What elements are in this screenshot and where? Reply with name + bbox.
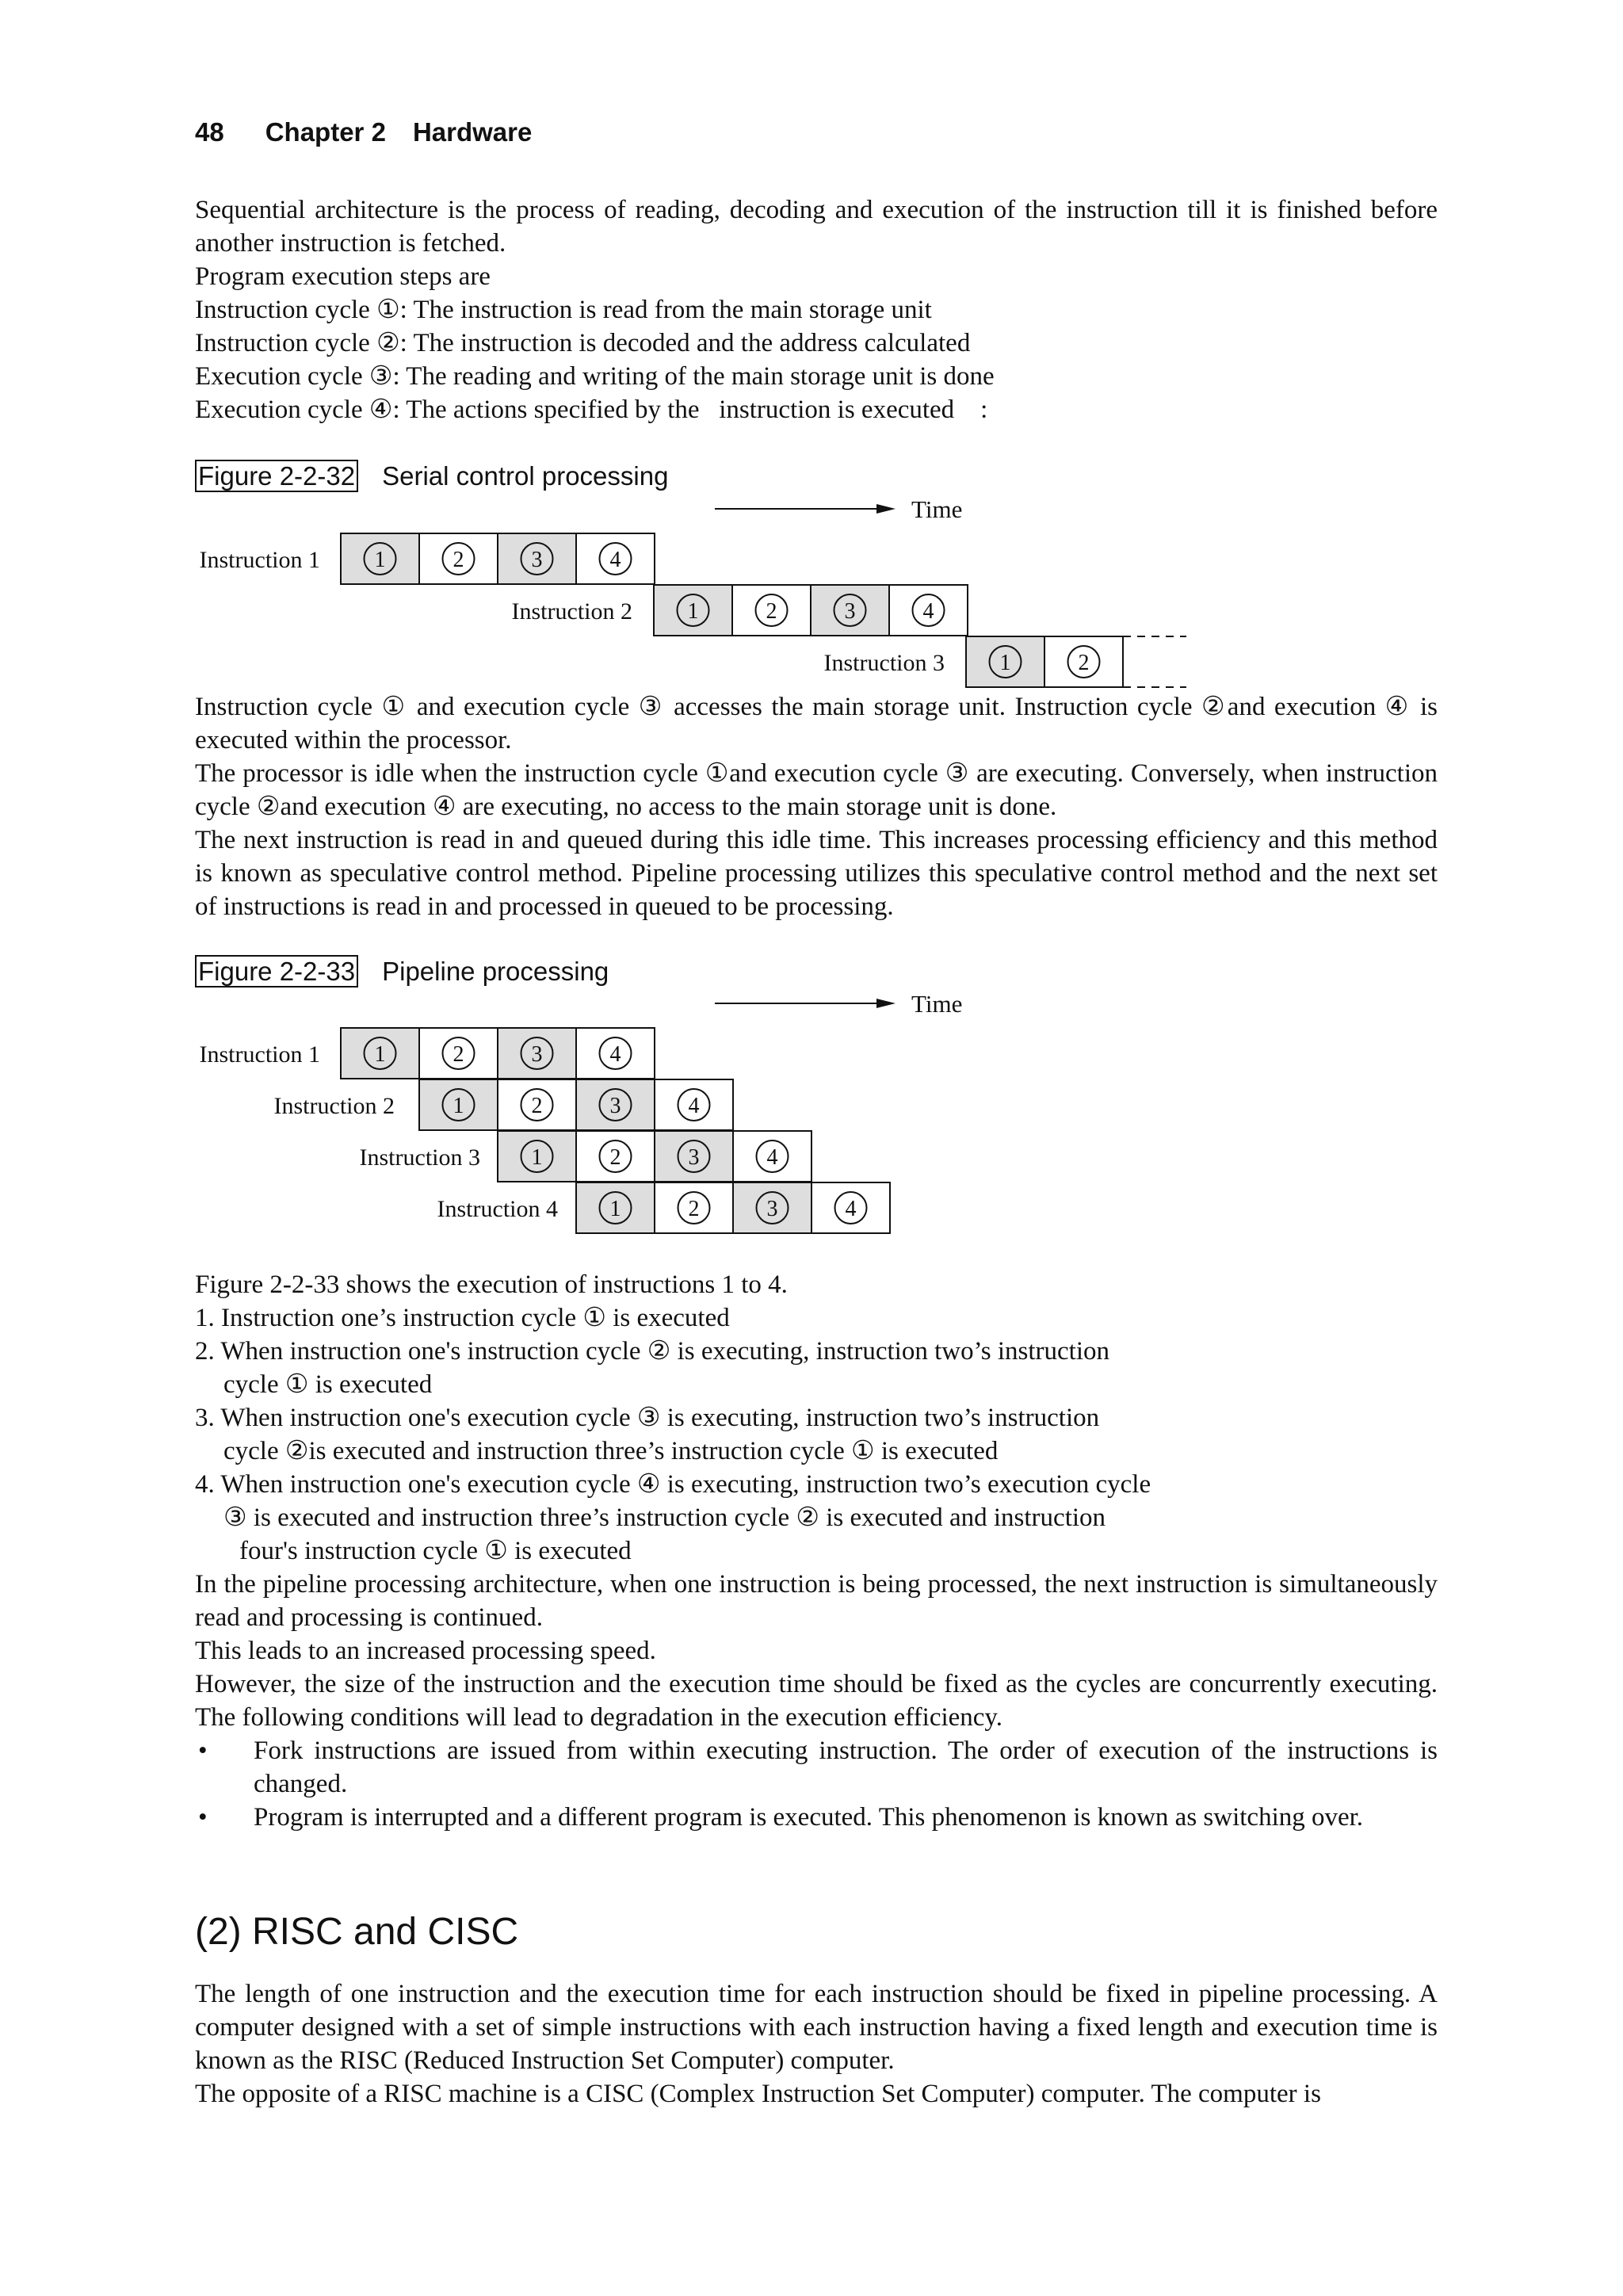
steps-intro: Program execution steps are (195, 262, 491, 291)
body-section (195, 1268, 1438, 1834)
cycle-number: 4 (922, 599, 934, 624)
list-item: 3. When instruction one's execution cycle ③ is executing, instruction two’s instruction (195, 1404, 1100, 1432)
cycle-number: 3 (844, 599, 856, 624)
figure-number: Figure 2-2-32 (195, 460, 358, 492)
list-item-continuation: four's instruction cycle ① is executed (239, 1537, 632, 1565)
instruction-label: Instruction 1 (199, 1041, 320, 1068)
section-paragraph: The length of one instruction and the execution time for each instruction should be fixed in pipeline processing. A computer designed with a set of simple instructions with each instruction having a fixed length and execution time is known as the RISC (Reduced Instruction Set Computer) computer. (195, 1980, 1438, 2075)
cycle-number: 2 (688, 1197, 700, 1221)
middle-paragraph: The processor is idle when the instruction cycle ①and execution cycle ③ are executing. Conversely, when instruction cycle ②and execution ④ are executing, no access to the main storage unit is done. (195, 759, 1438, 821)
list-item-continuation: ③ is executed and instruction three’s instruction cycle ② is executed and instruction (223, 1503, 1106, 1532)
body-paragraph: In the pipeline processing architecture, when one instruction is being processed, the next instruction is simultaneously read and processing is continued. (195, 1570, 1438, 1632)
time-label: Time (911, 990, 963, 1018)
cycle-number: 1 (374, 1042, 386, 1067)
list-item: 1. Instruction one’s instruction cycle ① is executed (195, 1304, 730, 1332)
cycle-number: 3 (609, 1094, 621, 1118)
bullet-text: Fork instructions are issued from within executing instruction. The order of execution of the instructions is changed. (254, 1736, 1438, 1798)
cycle-number: 4 (845, 1197, 857, 1221)
step-item: Instruction cycle ②: The instruction is decoded and the address calculated (195, 329, 971, 357)
cycle-number: 2 (766, 599, 777, 624)
bullet-text: Program is interrupted and a different program is executed. This phenomenon is known as switching over. (254, 1803, 1364, 1832)
middle-paragraph: Instruction cycle ① and execution cycle ③ accesses the main storage unit. Instruction cycle ②and execution ④ is executed within the processor. (195, 693, 1438, 755)
cycle-number: 2 (1078, 651, 1090, 675)
step-item: Execution cycle ③: The reading and writing of the main storage unit is done (195, 362, 995, 391)
chapter-title: Hardware (412, 117, 533, 147)
middle-paragraph: The next instruction is read in and queued during this idle time. This increases processing efficiency and this method is known as speculative control method. Pipeline processing utilizes this speculative control method and the next set of instructions is read in and processed in queued to be processing. (195, 826, 1438, 921)
cycle-number: 2 (531, 1094, 543, 1118)
cycle-number: 4 (688, 1094, 700, 1118)
cycle-number: 1 (609, 1197, 621, 1221)
cycle-number: 4 (766, 1145, 778, 1170)
cycle-number: 1 (687, 599, 699, 624)
figure-title: Pipeline processing (382, 957, 609, 986)
bullet-item (195, 1801, 1438, 1834)
list-item-continuation: cycle ②is executed and instruction three’s instruction cycle ① is executed (223, 1437, 999, 1465)
figure-caption (195, 957, 609, 987)
instruction-label: Instruction 3 (823, 650, 945, 676)
figure-number: Figure 2-2-33 (195, 955, 358, 988)
list-item-continuation: cycle ① is executed (223, 1370, 433, 1399)
bullet-marker: • (198, 1803, 208, 1832)
body-paragraph: However, the size of the instruction and the execution time should be fixed as the cycles are concurrently executing. The following conditions will lead to degradation in the execution efficiency. (195, 1670, 1438, 1732)
section-paragraph: The opposite of a RISC machine is a CISC (Complex Instruction Set Computer) computer. The computer is (195, 2080, 1321, 2108)
risc-cisc-section (195, 1977, 1438, 2111)
cycle-number: 4 (609, 548, 621, 572)
step-item: Execution cycle ④: The actions specified by the instruction is executed : (195, 395, 988, 424)
time-arrow-head (876, 999, 896, 1008)
cycle-number: 3 (688, 1145, 700, 1170)
middle-section (195, 690, 1438, 923)
chapter-label: Chapter 2 (265, 117, 386, 147)
instruction-label: Instruction 2 (273, 1093, 395, 1119)
time-label: Time (911, 495, 963, 523)
time-arrow-head (876, 504, 896, 514)
step-item: Instruction cycle ①: The instruction is read from the main storage unit (195, 296, 932, 324)
cycle-number: 4 (609, 1042, 621, 1067)
instruction-label: Instruction 1 (199, 547, 320, 573)
body-paragraph: This leads to an increased processing speed. (195, 1637, 656, 1665)
cycle-number: 3 (531, 548, 543, 572)
body-paragraph: Figure 2-2-33 shows the execution of instructions 1 to 4. (195, 1270, 788, 1299)
cycle-number: 3 (531, 1042, 543, 1067)
cycle-number: 1 (453, 1094, 464, 1118)
intro-paragraph: Sequential architecture is the process of reading, decoding and execution of the instruction till it is finished before another instruction is fetched. (195, 196, 1438, 258)
instruction-label: Instruction 4 (437, 1196, 558, 1222)
cycle-number: 1 (374, 548, 386, 572)
figure-title: Serial control processing (382, 461, 669, 491)
list-item: 2. When instruction one's instruction cycle ② is executing, instruction two’s instruction (195, 1337, 1109, 1366)
list-item: 4. When instruction one's execution cycle ④ is executing, instruction two’s execution cycle (195, 1470, 1151, 1499)
page-number: 48 (195, 117, 224, 147)
cycle-number: 2 (453, 548, 464, 572)
cycle-number: 1 (999, 651, 1011, 675)
cycle-number: 3 (766, 1197, 778, 1221)
cycle-number: 2 (453, 1042, 464, 1067)
bullet-item (195, 1734, 1438, 1801)
section-heading: (2) RISC and CISC (195, 1911, 519, 1953)
instruction-label: Instruction 2 (511, 598, 632, 625)
bullet-marker: • (198, 1736, 208, 1765)
cycle-number: 1 (531, 1145, 543, 1170)
instruction-label: Instruction 3 (359, 1144, 480, 1171)
cycle-number: 2 (609, 1145, 621, 1170)
